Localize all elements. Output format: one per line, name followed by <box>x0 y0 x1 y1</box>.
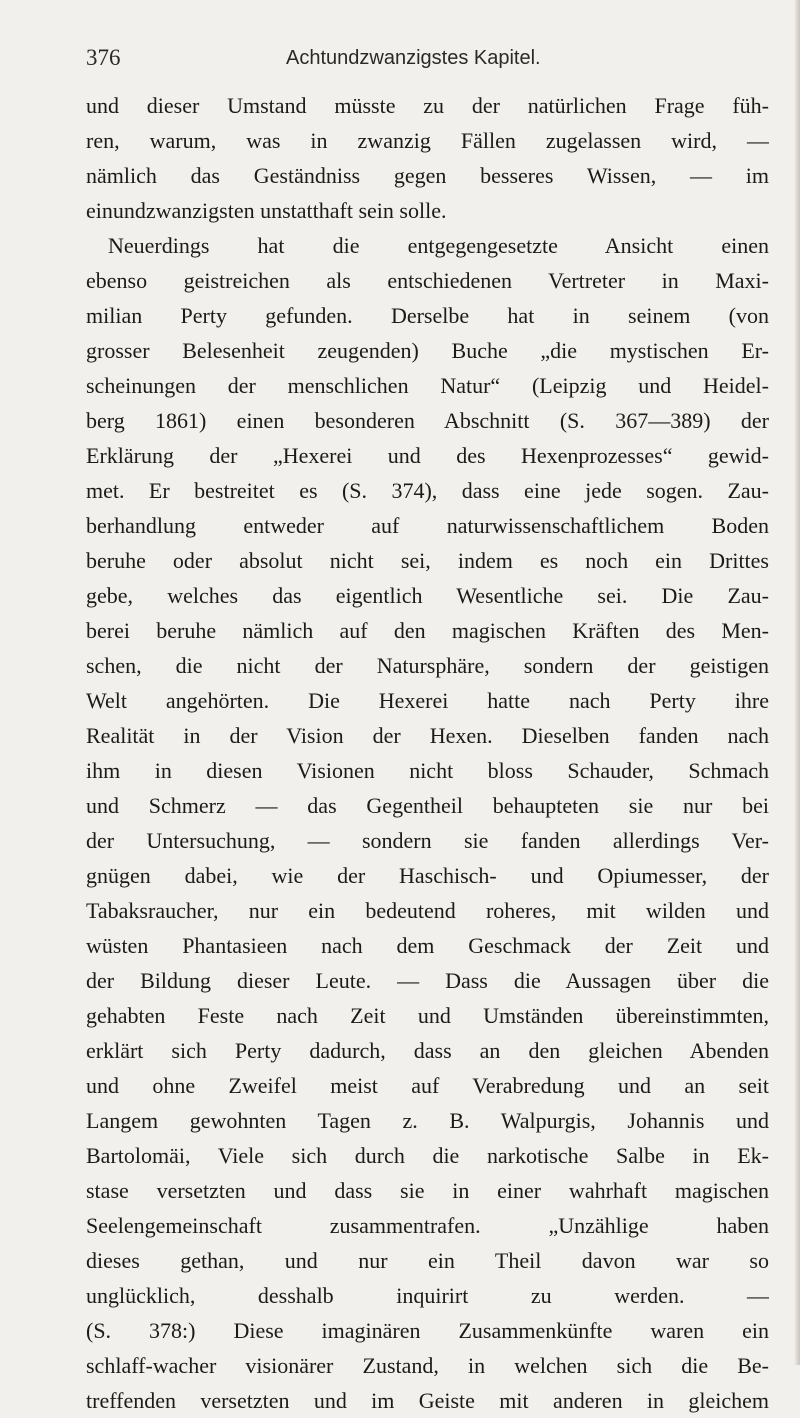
text-line: berei beruhe nämlich auf den magischen Kräften des Men- <box>86 618 769 643</box>
text-line: dieses gethan, und nur ein Theil davon war so <box>86 1248 769 1273</box>
text-line: Langem gewohnten Tagen z. B. Walpurgis, Johannis und <box>86 1108 769 1133</box>
text-line: Welt angehörten. Die Hexerei hatte nach Perty ihre <box>86 688 769 713</box>
text-line: unglücklich, desshalb inquirirt zu werden. — <box>86 1283 769 1308</box>
chapter-title: Achtundzwanzigstes Kapitel. <box>286 47 541 69</box>
text-line: wüsten Phantasieen nach dem Geschmack der Zeit und <box>86 933 769 958</box>
text-line: gebe, welches das eigentlich Wesentliche sei. Die Zau- <box>86 583 769 608</box>
text-line: erklärt sich Perty dadurch, dass an den gleichen Abenden <box>86 1038 769 1063</box>
text-line: und dieser Umstand müsste zu der natürlichen Frage füh- <box>86 93 769 118</box>
text-line: stase versetzten und dass sie in einer wahrhaft magischen <box>86 1178 769 1203</box>
text-line: der Bildung dieser Leute. — Dass die Aussagen über die <box>86 968 769 993</box>
running-head <box>86 42 726 74</box>
text-line: milian Perty gefunden. Derselbe hat in seinem (von <box>86 303 769 328</box>
text-line: und Schmerz — das Gegentheil behaupteten sie nur bei <box>86 793 769 818</box>
text-line: ihm in diesen Visionen nicht bloss Schauder, Schmach <box>86 758 769 783</box>
body-text <box>86 88 769 1418</box>
text-line: berg 1861) einen besonderen Abschnitt (S. 367—389) der <box>86 408 769 433</box>
text-line: Seelengemeinschaft zusammentrafen. „Unzählige haben <box>86 1213 769 1238</box>
text-line: schlaff-wacher visionärer Zustand, in welchen sich die Be- <box>86 1353 769 1378</box>
text-line: scheinungen der menschlichen Natur“ (Leipzig und Heidel- <box>86 373 769 398</box>
page-edge-shadow <box>794 0 800 1365</box>
text-line: met. Er bestreitet es (S. 374), dass eine jede sogen. Zau- <box>86 478 769 503</box>
text-line: (S. 378:) Diese imaginären Zusammenkünfte waren ein <box>86 1318 769 1343</box>
text-line: und ohne Zweifel meist auf Verabredung und an seit <box>86 1073 769 1098</box>
text-line: einundzwanzigsten unstatthaft sein solle. <box>86 198 447 223</box>
text-line: Bartolomäi, Viele sich durch die narkotische Salbe in Ek- <box>86 1143 769 1168</box>
text-line: berhandlung entweder auf naturwissenschaftlichem Boden <box>86 513 769 538</box>
page-number: 376 <box>86 45 121 70</box>
text-line: gnügen dabei, wie der Haschisch- und Opiumesser, der <box>86 863 769 888</box>
text-line: gehabten Feste nach Zeit und Umständen übereinstimmten, <box>86 1003 769 1028</box>
text-line: nämlich das Geständniss gegen besseres Wissen, — im <box>86 163 769 188</box>
text-line: Tabaksraucher, nur ein bedeutend roheres, mit wilden und <box>86 898 769 923</box>
text-line: Erklärung der „Hexerei und des Hexenprozesses“ gewid- <box>86 443 769 468</box>
text-line: Neuerdings hat die entgegengesetzte Ansicht einen <box>108 233 769 258</box>
text-line: ebenso geistreichen als entschiedenen Vertreter in Maxi- <box>86 268 769 293</box>
text-line: treffenden versetzten und im Geiste mit anderen in gleichem <box>86 1388 769 1413</box>
text-line: beruhe oder absolut nicht sei, indem es noch ein Drittes <box>86 548 769 573</box>
text-line: der Untersuchung, — sondern sie fanden allerdings Ver- <box>86 828 769 853</box>
text-line: ren, warum, was in zwanzig Fällen zugelassen wird, — <box>86 128 769 153</box>
text-line: Realität in der Vision der Hexen. Dieselben fanden nach <box>86 723 769 748</box>
text-line: schen, die nicht der Natursphäre, sondern der geistigen <box>86 653 769 678</box>
text-line: grosser Belesenheit zeugenden) Buche „die mystischen Er- <box>86 338 769 363</box>
